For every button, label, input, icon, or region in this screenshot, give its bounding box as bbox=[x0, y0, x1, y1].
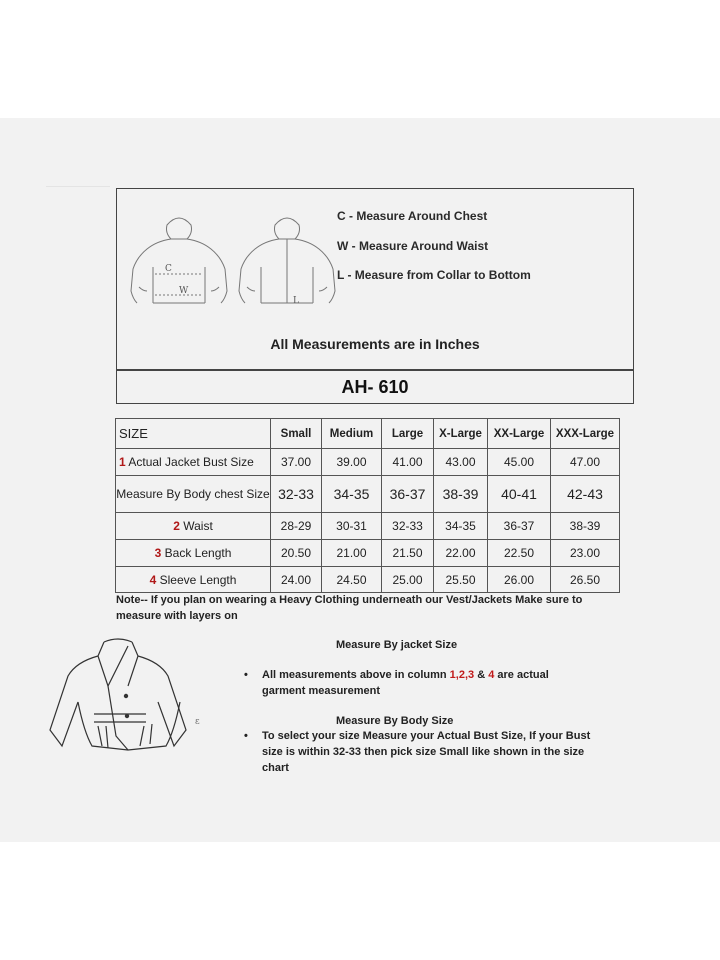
table-cell: 41.00 bbox=[382, 449, 434, 476]
row-label: 2 Waist bbox=[116, 513, 271, 540]
size-x-large: X-Large bbox=[434, 419, 488, 449]
waist-letter: W bbox=[179, 286, 189, 296]
row-number: 3 bbox=[154, 546, 162, 560]
body-size-bullet: • To select your size Measure your Actual Bust Size, If your Bust size is within 32-33 then pick size Small like shown in the size chart bbox=[244, 730, 591, 774]
length-letter: L bbox=[293, 296, 299, 306]
table-row bbox=[116, 567, 620, 593]
measurement-legend bbox=[337, 209, 531, 298]
table-cell: 24.50 bbox=[322, 567, 382, 593]
size-medium: Medium bbox=[322, 419, 382, 449]
divider-line bbox=[46, 186, 110, 187]
size-xxx-large: XXX-Large bbox=[551, 419, 620, 449]
table-cell: 25.50 bbox=[434, 567, 488, 593]
size-large: Large bbox=[382, 419, 434, 449]
jacket-illustration bbox=[48, 636, 208, 760]
table-cell: 22.50 bbox=[488, 540, 551, 567]
table-cell: 22.00 bbox=[434, 540, 488, 567]
row-label: 3 Back Length bbox=[116, 540, 271, 567]
table-cell: 28-29 bbox=[271, 513, 322, 540]
table-cell: 25.00 bbox=[382, 567, 434, 593]
table-cell: 45.00 bbox=[488, 449, 551, 476]
size-chart-table bbox=[115, 418, 620, 593]
button-icon bbox=[125, 714, 129, 718]
front-torso-figure bbox=[129, 211, 229, 311]
button-icon bbox=[124, 694, 128, 698]
jacket-size-bullet: • All measurements above in column 1,2,3 & 4 are actual garment measurement bbox=[244, 669, 549, 697]
size-small: Small bbox=[271, 419, 322, 449]
table-cell: 26.00 bbox=[488, 567, 551, 593]
size-xx-large: XX-Large bbox=[488, 419, 551, 449]
table-cell: 20.50 bbox=[271, 540, 322, 567]
bullet-icon: • bbox=[244, 669, 248, 681]
body-size-title: Measure By Body Size bbox=[336, 715, 454, 727]
back-torso-figure bbox=[237, 211, 337, 311]
table-row bbox=[116, 449, 620, 476]
row-number: 1 bbox=[119, 455, 126, 469]
table-cell: 40-41 bbox=[488, 476, 551, 513]
size-header: SIZE bbox=[116, 419, 271, 449]
table-header-row bbox=[116, 419, 620, 449]
bullet-icon: • bbox=[244, 730, 248, 742]
units-note: All Measurements are in Inches bbox=[270, 336, 480, 352]
chest-letter: C bbox=[165, 264, 172, 274]
table-cell: 38-39 bbox=[551, 513, 620, 540]
table-cell: 21.00 bbox=[322, 540, 382, 567]
layering-note: Note-- If you plan on wearing a Heavy Clothing underneath our Vest/Jackets Make sure to measure with layers on bbox=[116, 594, 583, 622]
table-cell: 43.00 bbox=[434, 449, 488, 476]
row-number: 4 bbox=[149, 572, 157, 587]
table-cell: 47.00 bbox=[551, 449, 620, 476]
table-cell: 36-37 bbox=[488, 513, 551, 540]
table-cell: 21.50 bbox=[382, 540, 434, 567]
jacket-size-title: Measure By jacket Size bbox=[336, 639, 458, 651]
legend-length: L - Measure from Collar to Bottom bbox=[337, 268, 531, 282]
row-label: 1 Actual Jacket Bust Size bbox=[116, 449, 271, 476]
legend-chest: C - Measure Around Chest bbox=[337, 209, 488, 223]
table-cell: 24.00 bbox=[271, 567, 322, 593]
table-row bbox=[116, 513, 620, 540]
row-number: 2 bbox=[173, 519, 180, 533]
model-number: AH- 610 bbox=[116, 370, 634, 404]
row-label: Measure By Body chest Size bbox=[116, 476, 271, 513]
table-cell: 39.00 bbox=[322, 449, 382, 476]
table-cell: 23.00 bbox=[551, 540, 620, 567]
table-cell: 42-43 bbox=[551, 476, 620, 513]
table-cell: 38-39 bbox=[434, 476, 488, 513]
table-cell: 32-33 bbox=[271, 476, 322, 513]
table-cell: 32-33 bbox=[382, 513, 434, 540]
table-row bbox=[116, 476, 620, 513]
table-row bbox=[116, 540, 620, 567]
row-label: 4 Sleeve Length bbox=[116, 567, 271, 593]
svg-text:ɛ: ɛ bbox=[195, 717, 200, 727]
table-cell: 26.50 bbox=[551, 567, 620, 593]
table-cell: 36-37 bbox=[382, 476, 434, 513]
table-cell: 37.00 bbox=[271, 449, 322, 476]
measurement-guide-box bbox=[116, 188, 634, 370]
table-cell: 34-35 bbox=[434, 513, 488, 540]
table-cell: 34-35 bbox=[322, 476, 382, 513]
table-cell: 30-31 bbox=[322, 513, 382, 540]
legend-waist: W - Measure Around Waist bbox=[337, 238, 489, 253]
